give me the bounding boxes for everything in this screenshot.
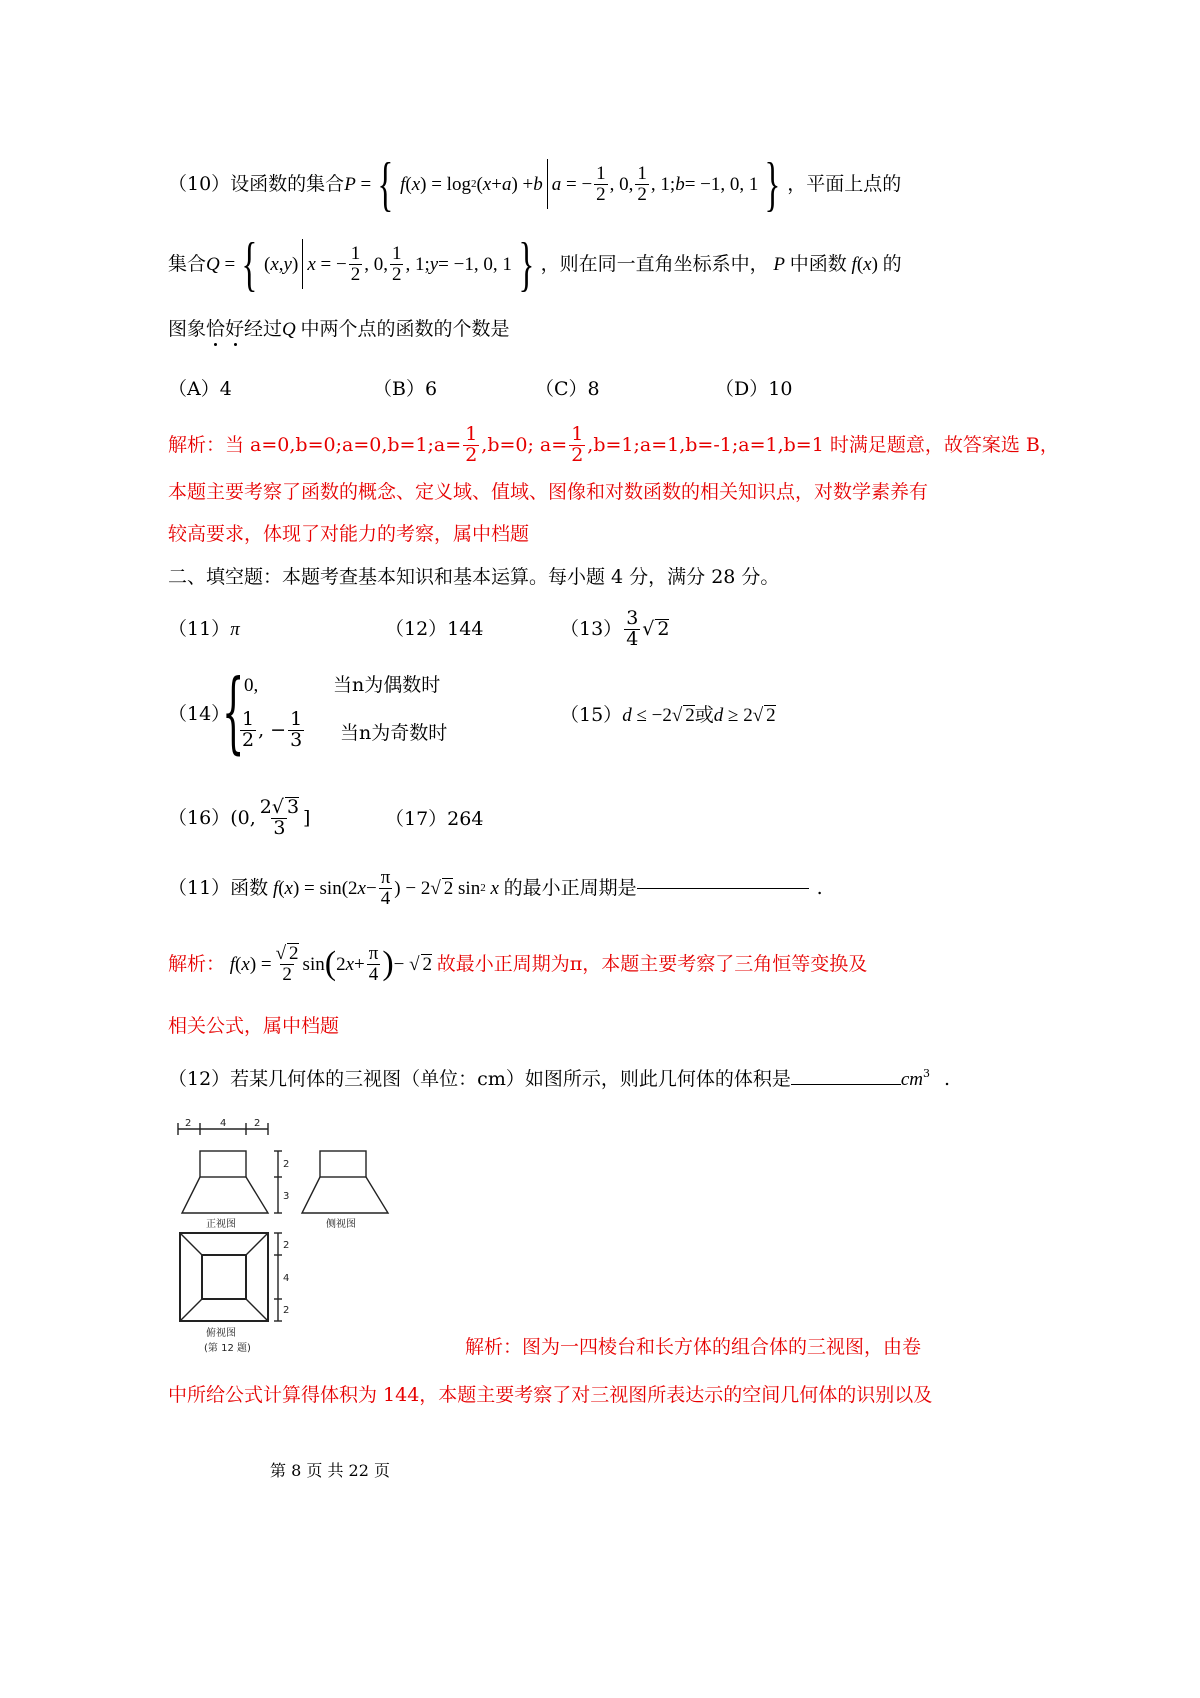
- set-bar-q: [302, 239, 303, 289]
- dim-topview-2: 4: [283, 1273, 290, 1284]
- q10-line1: [168, 151, 902, 217]
- dim-front-2: 3: [283, 1191, 290, 1202]
- answer-13-label: （13）: [560, 617, 623, 640]
- q10-line3-b: 中两个点的函数的个数是: [300, 318, 510, 340]
- q11-suffix: 的最小正周期是: [503, 876, 637, 899]
- answer-17: （17）264: [385, 808, 484, 830]
- sol-l1-b: ,b=0; a=: [481, 433, 568, 456]
- q11-formula: f ( x ) = sin(2 x − $\frac{\pi}{4}$ ) − 2√ 2 sin 2 x: [268, 866, 504, 909]
- fx: f(x): [846, 253, 878, 275]
- q10-line2-suffix: ，则在同一直角坐标系中，: [540, 252, 769, 275]
- dim-topview-3: 2: [283, 1305, 290, 1316]
- set-bar: [547, 159, 548, 209]
- q10-line3: [168, 320, 510, 339]
- answer-14-case1: 0,: [244, 675, 259, 696]
- q11-line: [168, 862, 823, 914]
- answer-14-brace: {: [222, 660, 245, 763]
- section2-title: 二、填空题：本题考查基本知识和基本运算。每小题 4 分，满分 28 分。: [168, 566, 780, 588]
- q10-option-a: （A）4: [168, 378, 232, 400]
- answer-15: [560, 705, 776, 725]
- q11-end: .: [816, 876, 823, 899]
- answer-11-value: π: [230, 619, 240, 640]
- answer-14-case2: $\frac{1}{2}$ , − $\frac{1}{3}$: [242, 708, 303, 751]
- q10-prefix: （10）设函数的集合: [168, 172, 345, 195]
- answer-11: [168, 620, 240, 639]
- answer-13-sqrt: √ 2: [642, 618, 670, 640]
- q11-sol-label: 解析：: [168, 952, 226, 975]
- q10-line2-prefix: 集合: [168, 252, 207, 275]
- q11-answer-blank[interactable]: [637, 887, 809, 889]
- answer-16-label: （16）: [168, 806, 231, 829]
- q12-end: .: [944, 1068, 951, 1090]
- q10-set-q-formula: Q = { ( x , y ) x = − $\frac{1}{2}$ , 0, $\frac{1}{2}$ , 1; y = −1, 0, 1 }: [206, 231, 535, 297]
- answer-11-label: （11）: [168, 618, 231, 640]
- q12-line: （12）若某几何体的三视图（单位：cm）如图所示，则此几何体的体积是 cm $^3$ .: [168, 1067, 951, 1090]
- q10-option-d: （D）10: [715, 378, 793, 400]
- half-frac-2: $\frac{1}{2}$: [571, 422, 584, 466]
- dim-top-1: 2: [185, 1118, 192, 1129]
- q12-solution-line1: 解析：图为一四棱台和长方体的组合体的三视图，由卷: [465, 1336, 922, 1358]
- answer-14-label: （14）: [168, 703, 231, 725]
- figure-caption: (第 12 题): [204, 1343, 251, 1354]
- answer-15-left: d ≤ −2√ 2: [622, 705, 695, 726]
- top-view-inner: [202, 1255, 246, 1299]
- var-p: P: [768, 253, 790, 275]
- q12-solution-line2: 中所给公式计算得体积为 144，本题主要考察了对三视图所表达示的空间几何体的识别以及: [168, 1384, 933, 1406]
- q11-solution-line1: [168, 935, 867, 993]
- q11-solution-line2: 相关公式，属中档题: [168, 1015, 340, 1037]
- side-view-label: 侧视图: [326, 1219, 356, 1230]
- sol-l1-a: 解析：当 a=0,b=0;a=0,b=1;a=: [168, 433, 462, 456]
- q10-line2: [168, 231, 902, 297]
- q10-solution-line1: [168, 420, 1059, 470]
- top-view-label: 俯视图: [206, 1328, 236, 1339]
- answer-13: [560, 603, 669, 655]
- side-view-trapezoid: [302, 1177, 388, 1213]
- left-brace: {: [377, 151, 394, 217]
- dim-topview-1: 2: [283, 1240, 290, 1251]
- half-frac-1: $\frac{1}{2}$: [465, 422, 478, 466]
- var-q: Q: [282, 319, 301, 340]
- answer-14-case2-cond: 当n为奇数时: [340, 722, 448, 744]
- q10-line3-a: 图象恰好经过: [168, 318, 283, 340]
- answer-14-case1-cond: 当n为偶数时: [333, 674, 441, 696]
- right-brace: }: [764, 151, 781, 217]
- q10-suffix: ，平面上点的: [787, 172, 902, 195]
- sol-l1-c: ,b=1;a=1,b=-1;a=1,b=1 时满足题意，故答案选 B，: [587, 433, 1059, 456]
- front-view-trapezoid: [182, 1177, 268, 1213]
- front-view-label: 正视图: [206, 1219, 236, 1230]
- q12-unit: cm: [900, 1069, 923, 1090]
- front-view-box: [200, 1151, 246, 1177]
- q10-line2-suffix3: 的: [882, 252, 902, 275]
- q12-answer-blank[interactable]: [791, 1083, 901, 1085]
- q10-line2-suffix2: 中函数: [789, 252, 847, 275]
- left-brace-q: {: [241, 231, 258, 297]
- q10-set-p-formula: P = { f ( x ) = log 2 ( x + a ) + b a = − $\frac{1}{2}$ , 0, $\frac{1}{2}$ , 1; b = −1, 0, 1 }: [344, 151, 781, 217]
- q10-solution-line3: 较高要求，体现了对能力的考察，属中档题: [168, 523, 530, 545]
- q12-prefix: （12）若某几何体的三视图（单位：cm）如图所示，则此几何体的体积是: [168, 1068, 791, 1090]
- q11-sol-formula: f ( x ) = $\frac{√ 2}{2}$ sin ( 2 x + $\frac{\pi}{4}$ ) − √ 2: [225, 942, 433, 985]
- q10-option-b: （B）6: [373, 378, 438, 400]
- q10-option-c: （C）8: [535, 378, 600, 400]
- answer-15-or: 或: [694, 704, 714, 726]
- dim-front-1: 2: [283, 1159, 290, 1170]
- answer-12: （12）144: [385, 618, 484, 640]
- q10-solution-line2: 本题主要考察了函数的概念、定义域、值域、图像和对数函数的相关知识点，对数学素养有: [168, 481, 929, 503]
- three-view-figure: [170, 1115, 470, 1355]
- answer-13-frac: $\frac{3}{4}$: [626, 606, 639, 650]
- answer-16: （16） (0, $\frac{2√ 3}{3}$ ]: [168, 796, 311, 839]
- q11-sol-tail: 故最小正周期为π，本题主要考察了三角恒等变换及: [436, 952, 868, 975]
- q11-prefix: （11）函数: [168, 876, 269, 899]
- side-view-box: [320, 1151, 366, 1177]
- answer-16-frac: $\frac{2√ 3}{3}$: [259, 796, 300, 839]
- right-brace-q: }: [518, 231, 535, 297]
- emphasis-dots: [210, 343, 250, 347]
- dim-top-3: 2: [254, 1118, 261, 1129]
- page-footer: 第 8 页 共 22 页: [270, 1461, 390, 1480]
- answer-15-right: d ≥ 2√ 2: [713, 705, 776, 726]
- answer-15-label: （15）: [560, 704, 623, 726]
- dim-top-2: 4: [220, 1118, 227, 1129]
